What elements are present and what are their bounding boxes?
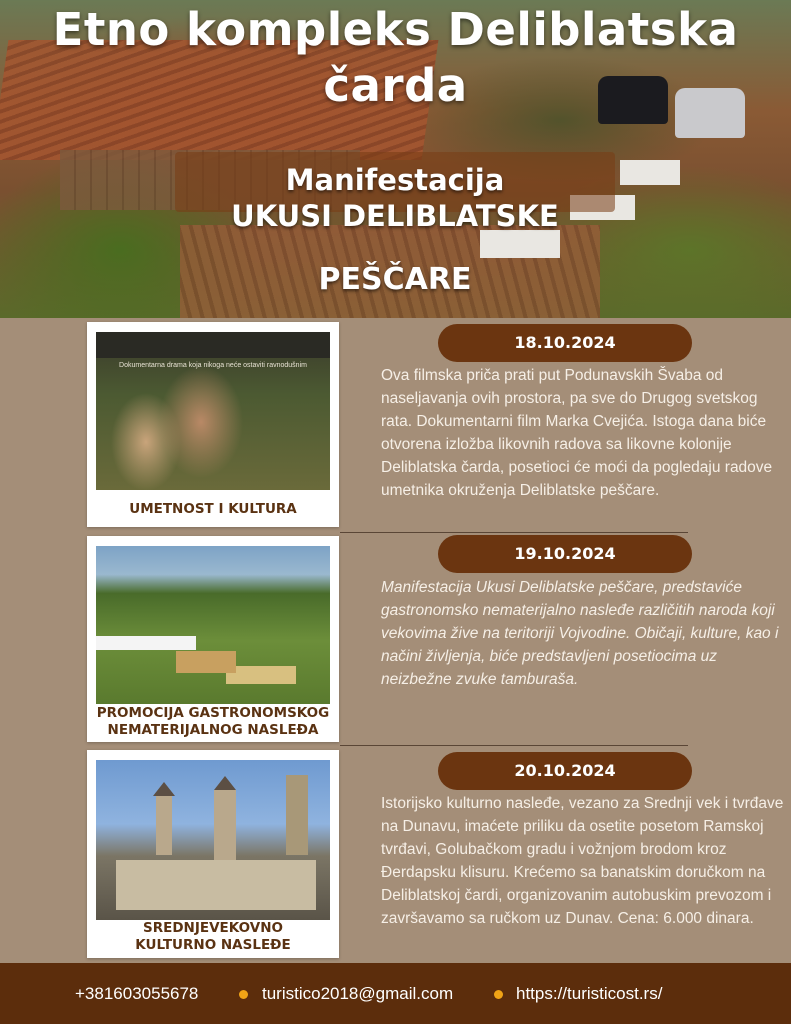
tower-roof (153, 782, 175, 796)
subtitle-line3: PEŠČARE (318, 262, 472, 297)
event-date-badge: 20.10.2024 (438, 752, 692, 790)
event-date-badge: 19.10.2024 (438, 535, 692, 573)
event-caption-line1: PROMOCIJA GASTRONOMSKOG (96, 705, 330, 721)
event-description: Ova filmska priča prati put Podunavskih Švaba od naseljavanja ovih prostora, pa sve do Drugog svetskog rata. Dokumentarni film Marka Cvejića. Istoga dana biće otvorena izložba likovnih radova sa likovne kolonije Deliblatska čarda, posetioci će moći da pogledaju radove umetnika okruženja Deliblatske peščare. (381, 367, 773, 499)
subtitle-line2: UKUSI DELIBLATSKE (231, 199, 559, 233)
event-caption: UMETNOST I KULTURA (129, 501, 297, 517)
event-caption (87, 705, 339, 739)
subtitle-line1: Manifestacija (285, 163, 505, 197)
phone-link[interactable]: +381603055678 (75, 984, 199, 1003)
event-photo-card (87, 322, 339, 527)
event-photo-card (87, 536, 339, 742)
page-title-line1: Etno kompleks Deliblatska (52, 3, 739, 56)
event-date-badge: 18.10.2024 (438, 324, 692, 362)
event-caption (87, 920, 339, 954)
festival-photo (96, 546, 330, 704)
event-caption-line2: KULTURNO NASLEĐE (135, 937, 291, 953)
film-photo (96, 332, 330, 490)
page-title (0, 2, 791, 114)
event-caption-line2: NEMATERIJALNOG NASLEĐA (107, 722, 319, 738)
contact-footer (0, 963, 791, 1024)
divider (340, 532, 688, 533)
event-caption-line1: SREDNJEVEKOVNO (143, 920, 283, 936)
event-description: Istorijsko kulturno nasleđe, vezano za Srednji vek i tvrđave na Dunavu, imaćete priliku da osetite posetom Ramskoj tvrđavi, Golubačkom gradu i vožnjom brodom kroz Đerdapsku klisuru. Krećemo sa banatskim doručkom na Deliblatskoj čardi, organizovanim autobuskim prevozom i završavamo sa ručkom uz Dunav. Cena: 6.000 dinara. (381, 795, 784, 927)
tower-roof (214, 776, 236, 790)
bullet-icon (239, 990, 248, 999)
hero-banner (0, 0, 791, 318)
film-tagline: Dokumentarna drama koja nikoga neće ostaviti ravnodušnim (119, 362, 307, 369)
website-link[interactable]: https://turisticost.rs/ (516, 984, 663, 1003)
fortress-photo (96, 760, 330, 920)
bullet-icon (494, 990, 503, 999)
email-link[interactable]: turistico2018@gmail.com (262, 984, 454, 1003)
page-title-line2: čarda (323, 59, 468, 112)
event-photo-card (87, 750, 339, 958)
photo-strip (96, 332, 330, 358)
event-description: Manifestacija Ukusi Deliblatske peščare, predstaviće gastronomsko nematerijalno nasleđe različitih naroda koji vekovima žive na teritoriji Vojvodine. Običaji, kulture, kao i načini življenja, biće predstavljeni posetiocima uz neizbežne zvuke tamburaša. (381, 579, 779, 688)
divider (340, 745, 688, 746)
